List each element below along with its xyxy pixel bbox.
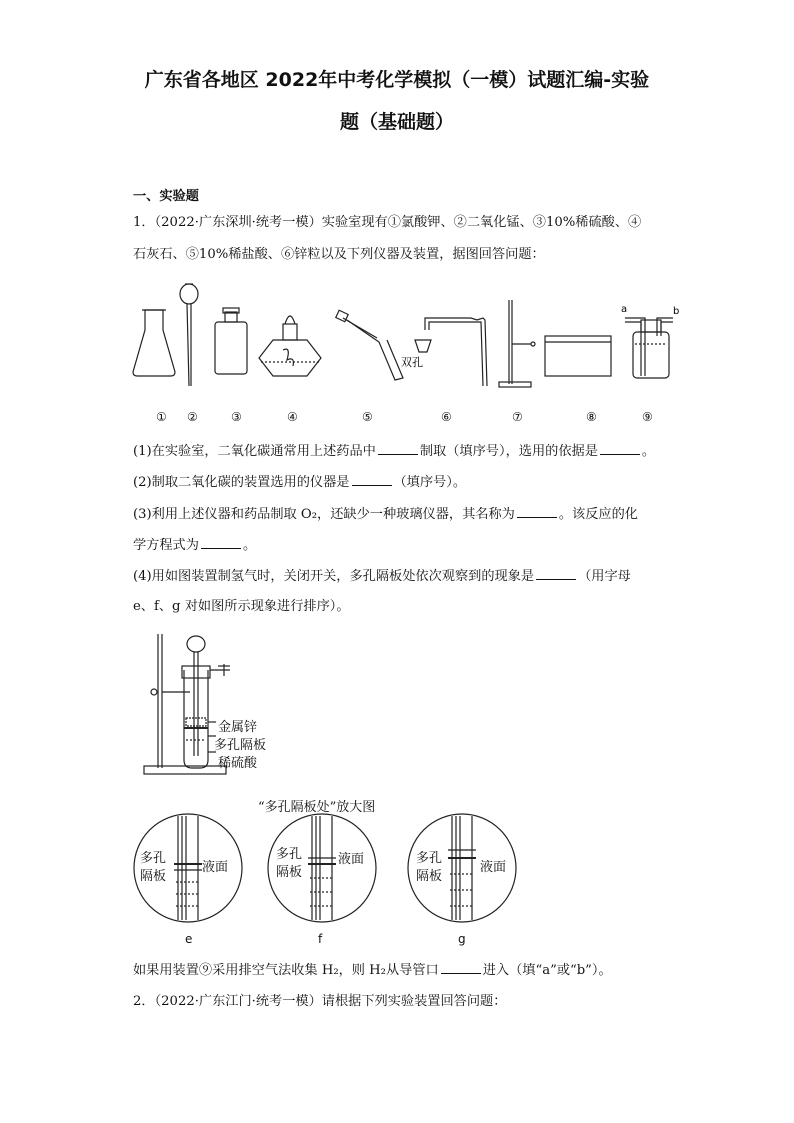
q1-line2: 石灰石、⑤10%稀盐酸、⑥锌粒以及下列仪器及装置，据图回答问题： xyxy=(133,247,545,262)
shuangkong-label: 双孔 xyxy=(401,356,423,369)
instrument-number: ⑦ xyxy=(512,410,523,424)
answer-blank[interactable] xyxy=(517,505,557,518)
circle-g-right-label: 液面 xyxy=(480,860,507,875)
circle-f-right-label: 液面 xyxy=(338,852,365,867)
gas-bottle-icon xyxy=(625,318,673,378)
q1-last-line: 如果用装置⑨采用排空气法收集 H₂，则 H₂从导管口 进入（填“a”或“b”）。 xyxy=(133,963,612,978)
answer-blank[interactable] xyxy=(600,442,640,455)
circle-e-left-label: 多孔 隔板 xyxy=(140,851,167,884)
alcohol-lamp-icon xyxy=(259,316,321,376)
sub-question-1: (1)在实验室，二氧化碳通常用上述药品中 制取（填序号），选用的依据是 。 xyxy=(133,444,656,459)
sub-question-3-cont: 学方程式为 。 xyxy=(133,538,257,553)
bottle-icon xyxy=(215,308,247,374)
instrument-number: ⑨ xyxy=(642,410,653,424)
q1-line1: 1．（2022·广东深圳·统考一模）实验室现有①氯酸钾、②二氧化锰、③10%稀硫酸、④ xyxy=(133,215,642,230)
instrument-number: ③ xyxy=(231,410,242,424)
iron-stand-icon xyxy=(499,300,535,387)
instrument-number: ① xyxy=(156,410,167,424)
answer-blank[interactable] xyxy=(201,536,241,549)
doc-title-line1: 广东省各地区 2022年中考化学模拟（一模）试题汇编-实验 xyxy=(144,69,650,91)
answer-blank[interactable] xyxy=(441,961,481,974)
instrument-number: ⑤ xyxy=(362,410,373,424)
port-a-label: a xyxy=(621,304,628,315)
instruments-figure xyxy=(125,280,685,390)
circle-f-left-label: 多孔 隔板 xyxy=(276,847,303,880)
answer-blank[interactable] xyxy=(536,567,576,580)
circle-e-right-label: 液面 xyxy=(202,860,229,875)
instrument-number: ⑧ xyxy=(586,410,597,424)
label-dilute-acid: 稀硫酸 xyxy=(218,756,258,771)
magnified-views xyxy=(130,812,530,932)
sub-question-3: (3)利用上述仪器和药品制取 O₂，还缺少一种玻璃仪器，其名称为 。该反应的化 xyxy=(133,507,638,522)
answer-blank[interactable] xyxy=(378,442,418,455)
circle-letter-f: f xyxy=(318,932,323,946)
instrument-number: ④ xyxy=(287,410,298,424)
answer-blank[interactable] xyxy=(352,473,392,486)
sub-question-4: (4)用如图装置制氢气时，关闭开关，多孔隔板处依次观察到的现象是 （用字母 xyxy=(133,569,631,584)
label-zinc: 金属锌 xyxy=(218,720,258,735)
sub-question-2: (2)制取二氧化碳的装置选用的仪器是 （填序号）。 xyxy=(133,475,467,490)
circle-g-left-label: 多孔 隔板 xyxy=(416,851,443,884)
port-b-label: b xyxy=(673,306,680,317)
instrument-number: ② xyxy=(187,410,198,424)
water-trough-icon xyxy=(545,336,611,376)
circle-letter-g: g xyxy=(458,932,466,946)
magnify-title: “多孔隔板处”放大图 xyxy=(258,800,376,815)
q2-line1: 2．（2022·广东江门·统考一模）请根据下列实验装置回答问题： xyxy=(133,994,507,1009)
two-hole-stopper-icon xyxy=(415,318,487,386)
hydrogen-apparatus-figure xyxy=(140,630,290,780)
doc-title-line2: 题（基础题） xyxy=(339,111,454,133)
conical-flask-icon xyxy=(133,310,175,376)
instrument-number: ⑥ xyxy=(441,410,452,424)
label-porous-plate: 多孔隔板 xyxy=(214,738,267,753)
section-heading: 一、实验题 xyxy=(133,189,199,204)
bent-tube-icon xyxy=(336,310,403,380)
sub-question-4-cont: e、f、g 对如图所示现象进行排序）。 xyxy=(133,599,350,614)
circle-letter-e: e xyxy=(185,932,193,946)
funnel-icon xyxy=(180,284,198,386)
